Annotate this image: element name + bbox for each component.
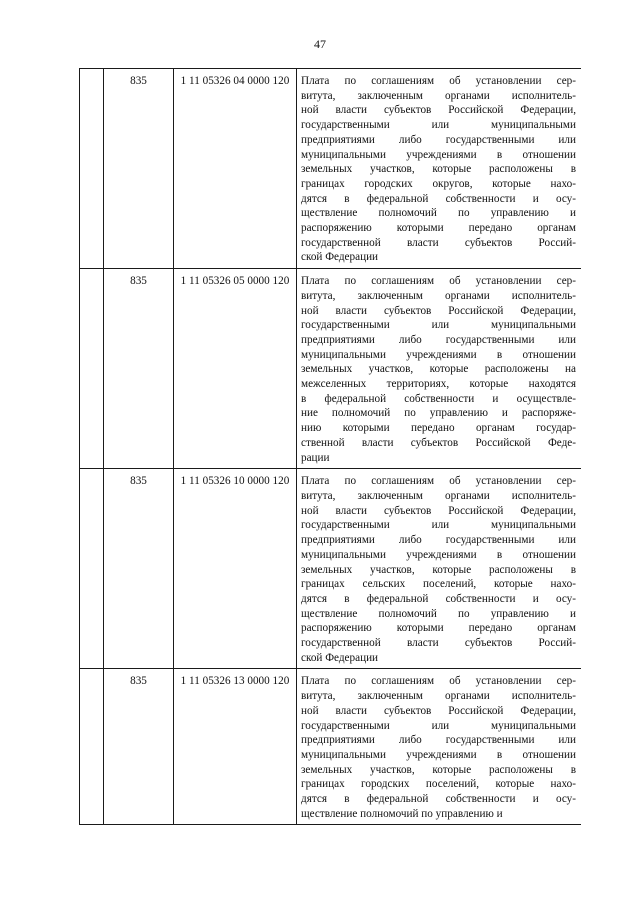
page-number: 47: [314, 37, 326, 51]
revenue-name-cell: [297, 469, 582, 669]
budget-code-cell: 1 11 05326 05 0000 120: [174, 269, 297, 469]
revenue-name-cell: [297, 269, 582, 469]
text-line: дятся в федеральной собственности и осу-: [301, 592, 576, 605]
text-line: межселенных территориях, которые находятся: [301, 378, 576, 391]
text-line: муниципальными учреждениями в отношении: [301, 148, 576, 161]
empty-cell: [80, 669, 104, 825]
text-line: предприятиями либо государственными или: [301, 133, 576, 146]
text-line: государственной власти субъектов Россий-: [301, 236, 576, 249]
revenue-name-cell: [297, 669, 582, 825]
budget-code-cell: 1 11 05326 04 0000 120: [174, 69, 297, 269]
text-line: ществление полномочий по управлению и: [301, 607, 576, 620]
empty-cell: [80, 69, 104, 269]
text-line: предприятиями либо государственными или: [301, 734, 576, 747]
text-line: в федеральной собственности и осуществле-: [301, 392, 576, 405]
table-row: [80, 469, 582, 669]
text-line: границах сельских поселений, которые нахо-: [301, 578, 576, 591]
budget-code-cell: 1 11 05326 10 0000 120: [174, 469, 297, 669]
text-line: земельных участков, которые расположены на: [301, 363, 576, 376]
text-line: государственными или муниципальными: [301, 719, 576, 732]
text-line: дятся в федеральной собственности и осу-: [301, 793, 576, 806]
text-line: ной власти субъектов Российской Федерации,: [301, 304, 576, 317]
text-line: витута, заключенным органами исполнитель-: [301, 690, 576, 703]
empty-cell: [80, 269, 104, 469]
table-body: [80, 69, 582, 825]
text-line: земельных участков, которые расположены в: [301, 563, 576, 576]
text-line: государственной власти субъектов Россий-: [301, 637, 576, 650]
text-line: витута, заключенным органами исполнитель-: [301, 289, 576, 302]
text-line: ной власти субъектов Российской Федерации,: [301, 504, 576, 517]
admin-code-cell: 835: [104, 269, 174, 469]
text-line: ществление полномочий по управлению и: [301, 207, 576, 220]
text-line: ной власти субъектов Российской Федерации,: [301, 704, 576, 717]
text-line: ной власти субъектов Российской Федерации,: [301, 104, 576, 117]
revenue-codes-table: [79, 68, 581, 825]
text-line: ние полномочий по управлению и распоряже-: [301, 407, 576, 420]
text-line: ществление полномочий по управлению и: [301, 807, 503, 820]
text-line: предприятиями либо государственными или: [301, 333, 576, 346]
text-line: муниципальными учреждениями в отношении: [301, 748, 576, 761]
text-line: государственными или муниципальными: [301, 519, 576, 532]
text-line: витута, заключенным органами исполнитель-: [301, 489, 576, 502]
text-line: дятся в федеральной собственности и осу-: [301, 192, 576, 205]
text-line: государственными или муниципальными: [301, 119, 576, 132]
revenue-name-cell: [297, 69, 582, 269]
text-line: распоряжению которыми передано органам: [301, 222, 576, 235]
admin-code-cell: 835: [104, 669, 174, 825]
table-row: [80, 69, 582, 269]
text-line: ской Федерации: [301, 251, 379, 264]
text-line: Плата по соглашениям об установлении сер-: [301, 75, 576, 87]
text-line: распоряжению которыми передано органам: [301, 622, 576, 635]
text-line: государственными или муниципальными: [301, 319, 576, 332]
text-line: рации: [301, 451, 330, 464]
admin-code-cell: 835: [104, 69, 174, 269]
text-line: ской Федерации: [301, 651, 379, 664]
text-line: Плата по соглашениям об установлении сер-: [301, 275, 576, 288]
admin-code-cell: 835: [104, 469, 174, 669]
text-line: предприятиями либо государственными или: [301, 534, 576, 547]
text-line: Плата по соглашениям об установлении сер-: [301, 675, 576, 688]
text-line: ственной власти субъектов Российской Феде-: [301, 436, 576, 449]
text-line: нию которыми передано органам государ-: [301, 422, 576, 435]
text-line: границах городских округов, которые нахо-: [301, 177, 576, 190]
text-line: муниципальными учреждениями в отношении: [301, 548, 576, 561]
text-line: витута, заключенным органами исполнитель-: [301, 89, 576, 102]
table-row: [80, 669, 582, 825]
text-line: Плата по соглашениям об установлении сер-: [301, 475, 576, 488]
table-row: [80, 269, 582, 469]
budget-code-cell: 1 11 05326 13 0000 120: [174, 669, 297, 825]
text-line: муниципальными учреждениями в отношении: [301, 348, 576, 361]
empty-cell: [80, 469, 104, 669]
text-line: границах городских поселений, которые нахо-: [301, 778, 576, 791]
text-line: земельных участков, которые расположены в: [301, 163, 576, 176]
document-table-container: [79, 68, 581, 905]
text-line: земельных участков, которые расположены в: [301, 763, 576, 776]
